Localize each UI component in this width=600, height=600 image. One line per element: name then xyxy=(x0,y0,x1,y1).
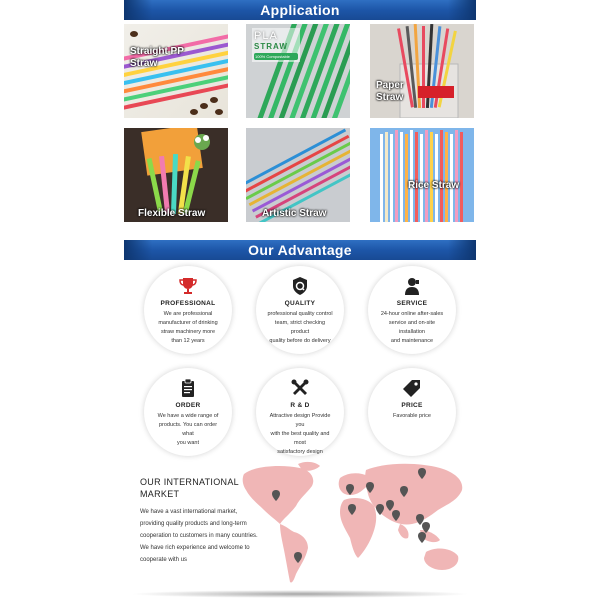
pla-label-box xyxy=(252,28,300,62)
pla-label: PLA xyxy=(254,30,278,42)
paper-straw-label xyxy=(376,80,404,104)
world-map-land xyxy=(243,462,463,583)
market-line: cooperate with us xyxy=(140,557,188,563)
advantage-price xyxy=(368,368,456,456)
desc-line: Attractive design Provide you xyxy=(269,413,331,428)
desc-line: manufacturer of drinking xyxy=(158,320,218,326)
rice-straws-illustration xyxy=(370,128,474,222)
rice-straw-photo xyxy=(370,128,474,222)
advantage-price-desc xyxy=(378,412,446,421)
quality-shield-icon xyxy=(290,276,310,296)
desc-line: with the best quality and most xyxy=(270,431,330,446)
pla-straw-photo xyxy=(246,24,350,118)
pla-straw-label: STRAW xyxy=(254,42,288,51)
market-line: We have a vast international market, xyxy=(140,509,238,515)
advantage-quality-desc xyxy=(266,310,334,346)
artistic-straw-label: Artistic Straw xyxy=(262,208,327,219)
clipboard-icon xyxy=(178,378,198,398)
straight-pp-label-line2: Straw xyxy=(130,58,158,69)
straight-pp-straw-photo xyxy=(124,24,228,118)
market-line: cooperation to customers in many countries. xyxy=(140,533,258,539)
straight-pp-label xyxy=(130,46,184,70)
service-person-icon xyxy=(402,276,422,296)
advantage-professional-title: PROFESSIONAL xyxy=(160,300,216,307)
desc-line: and maintenance xyxy=(390,338,434,344)
price-tag-icon xyxy=(402,378,422,398)
desc-line: We are professional xyxy=(163,311,213,317)
rice-straw-label: Rice Straw xyxy=(408,180,460,191)
advantage-banner xyxy=(124,240,476,260)
paper-label-line1: Paper xyxy=(376,80,404,91)
desc-line: Favorable price xyxy=(393,413,431,419)
desc-line: you want xyxy=(176,440,199,446)
paper-label-line2: Straw xyxy=(376,92,404,103)
trophy-icon xyxy=(178,276,198,296)
application-title: Application xyxy=(260,2,340,18)
advantage-rnd xyxy=(256,368,344,456)
desc-line: professional quality control xyxy=(267,311,333,317)
market-title-line1: OUR INTERNATIONAL xyxy=(140,477,239,487)
advantage-title: Our Advantage xyxy=(248,242,352,258)
paper-straw-photo xyxy=(370,24,474,118)
flexible-straw-photo xyxy=(124,128,228,222)
desc-line: products. You can order what xyxy=(158,422,218,437)
advantage-price-title: PRICE xyxy=(401,402,423,409)
desc-line: service and on-site installation xyxy=(388,320,436,335)
advantage-quality-title: QUALITY xyxy=(284,300,316,307)
advantage-order xyxy=(144,368,232,456)
market-title-line2: MARKET xyxy=(140,489,180,499)
desc-line: satisfactory design xyxy=(277,449,323,455)
advantage-quality xyxy=(256,266,344,354)
advantage-rnd-desc xyxy=(266,412,334,457)
application-banner xyxy=(124,0,476,20)
straight-straws-illustration xyxy=(124,24,228,118)
advantage-service-desc xyxy=(378,310,446,346)
straight-pp-label-line1: Straight PP xyxy=(130,46,184,57)
desc-line: quality before do delivery xyxy=(269,338,331,344)
advantage-service xyxy=(368,266,456,354)
advantage-order-title: ORDER xyxy=(175,402,201,409)
market-line: We have rich experience and welcome to xyxy=(140,545,250,551)
bottom-shadow xyxy=(130,590,470,598)
advantage-professional-desc xyxy=(154,310,222,346)
advantage-service-title: SERVICE xyxy=(396,300,428,307)
desc-line: We have a wide range of xyxy=(157,413,219,419)
advantage-order-desc xyxy=(154,412,222,448)
market-line: providing quality products and long-term xyxy=(140,521,247,527)
advantage-rnd-title: R & D xyxy=(290,402,310,409)
advantage-professional xyxy=(144,266,232,354)
compostable-badge: 100% Compostable xyxy=(254,53,298,60)
tools-icon xyxy=(290,378,310,398)
desc-line: team, strict checking product xyxy=(274,320,326,335)
market-title xyxy=(140,476,250,500)
flexible-straw-label: Flexible Straw xyxy=(138,208,206,219)
desc-line: straw machinery more xyxy=(160,329,216,335)
world-map xyxy=(240,460,470,586)
desc-line: 24-hour online after-sales xyxy=(380,311,444,317)
map-pin-icon xyxy=(418,532,426,543)
desc-line: than 12 years xyxy=(171,338,205,344)
artistic-straw-photo xyxy=(246,128,350,222)
